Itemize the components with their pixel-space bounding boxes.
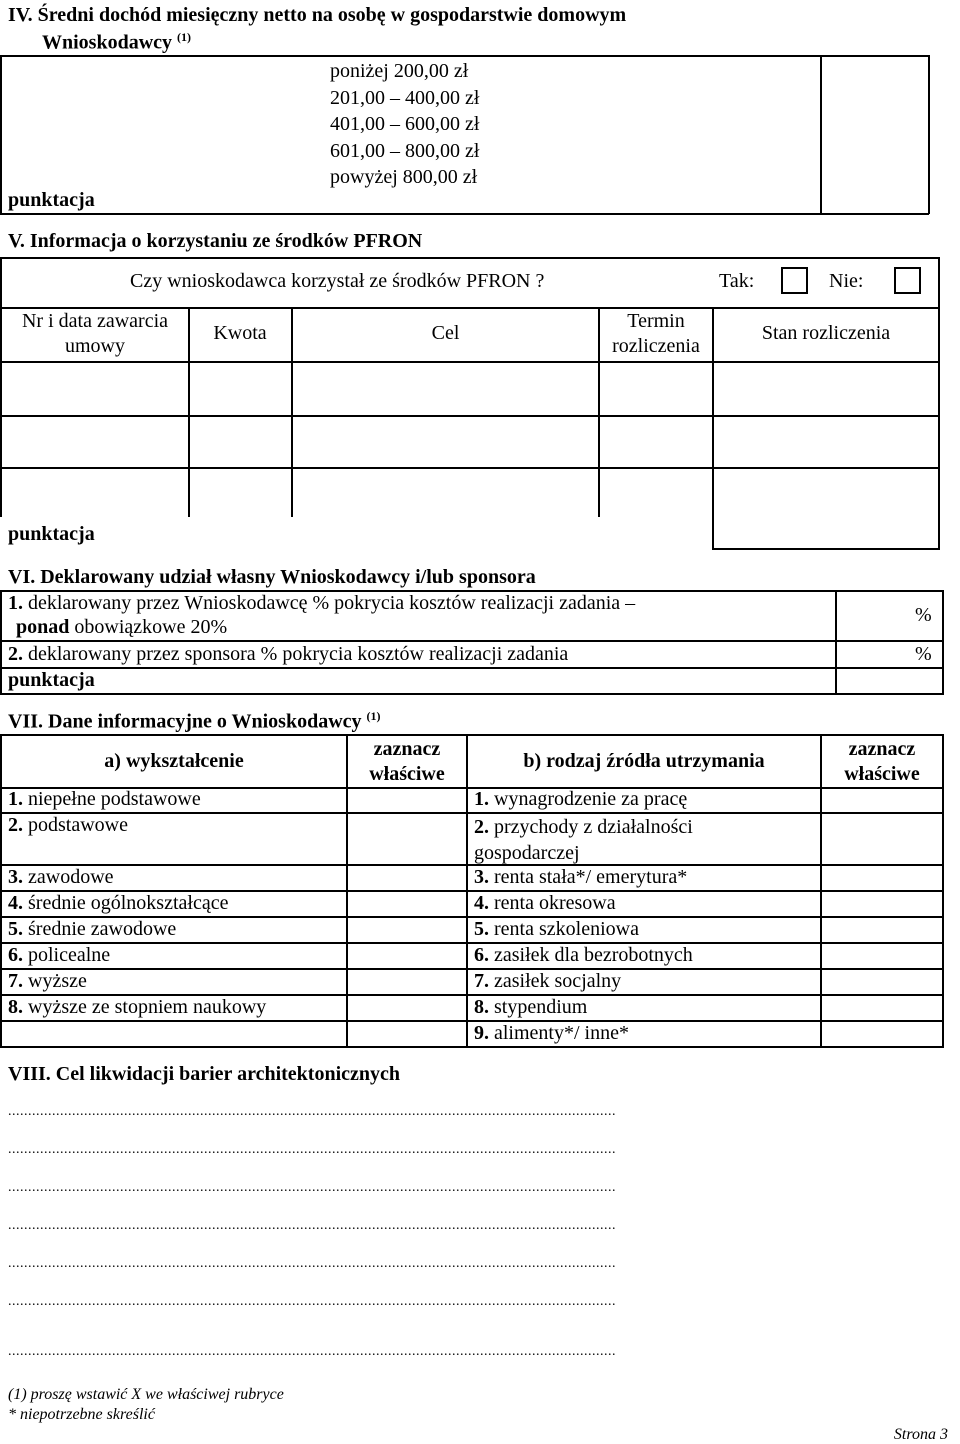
col-deadline-header (600, 309, 712, 359)
income-source-header: b) rodzaj źródła utrzymania (523, 750, 765, 772)
col-amount-header: Kwota (213, 322, 267, 344)
answer-line[interactable]: ........................................................................................................................................................ (8, 1142, 616, 1157)
footnote-ref: (1) (177, 30, 192, 44)
footnote-1: (1) proszę wstawić X we właściwej rubryce (8, 1386, 284, 1403)
education-item: 7. wyższe (8, 970, 87, 992)
col-deadline-line2: rozliczenia (612, 335, 700, 357)
no-label: Nie: (829, 270, 864, 292)
range-item: powyżej 800,00 zł (330, 166, 478, 188)
col-deadline-line1: Termin (627, 310, 685, 332)
education-mark-header: zaznacz właściwe (369, 738, 445, 785)
section6-punktacja: punktacja (8, 669, 95, 691)
range-item: poniżej 200,00 zł (330, 60, 469, 82)
education-item: 2. podstawowe (8, 814, 128, 836)
col-contract-header (2, 309, 188, 359)
col-contract-line2: umowy (65, 335, 125, 357)
own-share-item2: 2. deklarowany przez sponsora % pokrycia kosztów realizacji zadania (8, 643, 569, 665)
education-item: 8. wyższe ze stopniem naukowy (8, 996, 267, 1018)
section8-title: VIII. Cel likwidacji barier architektonicznych (8, 1063, 401, 1085)
section4-punktacja: punktacja (8, 189, 95, 211)
education-item: 6. policealne (8, 944, 111, 966)
income-item: 6. zasiłek dla bezrobotnych (474, 944, 693, 966)
education-item: 3. zawodowe (8, 866, 114, 888)
range-item: 601,00 – 800,00 zł (330, 139, 480, 162)
yes-label: Tak: (719, 270, 755, 292)
col-contract-line1: Nr i data zawarcia (21, 310, 168, 332)
item2-percent-unit: % (915, 643, 932, 665)
education-item: 1. niepełne podstawowe (8, 788, 201, 810)
education-header: a) wykształcenie (104, 750, 244, 772)
income-item: 9. alimenty*/ inne* (474, 1022, 629, 1044)
section4-title-line1: IV. Średni dochód miesięczny netto na osobę w gospodarstwie domowym (8, 4, 627, 26)
section5-punktacja: punktacja (8, 523, 95, 545)
income-item: 7. zasiłek socjalny (474, 970, 622, 992)
page-number: Strona 3 (893, 1426, 948, 1443)
section5-title: V. Informacja o korzystaniu ze środków PFRON (8, 230, 423, 252)
income-item: 3. renta stała*/ emerytura* (474, 866, 688, 888)
item1-percent-unit: % (915, 604, 932, 626)
pfron-question: Czy wnioskodawca korzystał ze środków PFRON ? (130, 270, 545, 292)
footnote-2: * niepotrzebne skreślić (8, 1406, 155, 1423)
answer-line[interactable]: ........................................................................................................................................................ (8, 1294, 616, 1309)
income-item: 8. stypendium (474, 996, 588, 1018)
no-checkbox[interactable] (894, 267, 921, 294)
yes-checkbox[interactable] (781, 267, 808, 294)
income-ranges-list (330, 58, 479, 191)
answer-line[interactable]: ........................................................................................................................................................ (8, 1180, 616, 1195)
col-purpose-header: Cel (431, 322, 460, 344)
answer-line[interactable]: ........................................................................................................................................................ (8, 1256, 616, 1271)
education-item: 5. średnie zawodowe (8, 918, 177, 940)
range-item: 401,00 – 600,00 zł (330, 113, 480, 135)
own-share-item1: 1. deklarowany przez Wnioskodawcę % pokrycia kosztów realizacji zadania – ponad obowiązkowe 20% (8, 592, 636, 638)
section7-title: VII. Dane informacyjne o Wnioskodawcy $^{(1)}$ (8, 709, 381, 733)
range-item: 201,00 – 400,00 zł (330, 86, 480, 109)
education-item: 4. średnie ogólnokształcące (8, 892, 229, 914)
section4-title-text: Wnioskodawcy (42, 31, 173, 54)
income-item: 2. przychody z działalności gospodarczej (474, 816, 693, 864)
answer-line[interactable]: ........................................................................................................................................................ (8, 1344, 616, 1359)
section4-title-line2 (42, 30, 191, 55)
col-status-header: Stan rozliczenia (761, 322, 891, 344)
answer-line[interactable]: ........................................................................................................................................................ (8, 1218, 616, 1233)
income-item: 4. renta okresowa (474, 892, 616, 914)
income-item: 1. wynagrodzenie za pracę (474, 788, 688, 810)
income-mark-header: zaznacz właściwe (844, 738, 920, 785)
income-item: 5. renta szkoleniowa (474, 918, 639, 940)
answer-line[interactable]: ........................................................................................................................................................ (8, 1104, 616, 1119)
section6-title: VI. Deklarowany udział własny Wnioskodawcy i/lub sponsora (8, 566, 536, 588)
